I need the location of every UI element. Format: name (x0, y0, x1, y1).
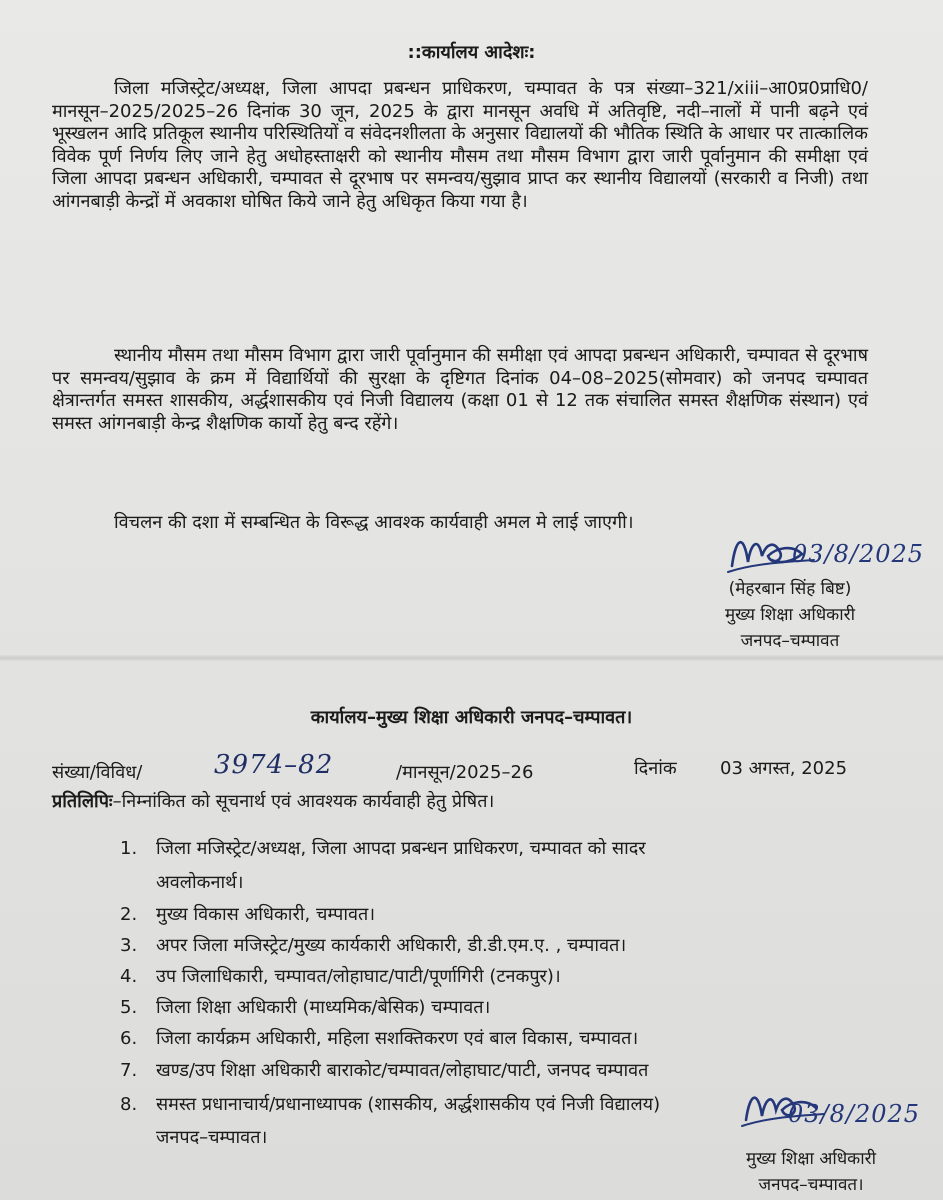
list-item: 6. जिला कार्यक्रम अधिकारी, महिला सशक्तिकरण एवं बाल विकास, चम्पावत। (120, 1028, 639, 1049)
signature-2-block (716, 1146, 906, 1198)
officer-name: (मेहरबान सिंह बिष्ट) (728, 579, 852, 599)
officer-district: जनपद–चम्पावत (740, 631, 840, 651)
copy-label: प्रतिलिपिः (52, 791, 113, 812)
reference-date-value: 03 अगस्त, 2025 (720, 758, 848, 779)
list-item: 8. समस्त प्रधानाचार्य/प्रधानाध्यापक (शासकीय, अर्द्धशासकीय एवं निजी विद्यालय) (120, 1094, 661, 1115)
officer-designation: मुख्य शिक्षा अधिकारी (746, 1149, 876, 1169)
reference-date-label: दिनांक (634, 758, 677, 779)
order-paragraph-3: विचलन की दशा में सम्बन्धित के विरूद्ध आवश्क कार्यवाही अमल मे लाई जाएगी। (114, 512, 634, 533)
order-paragraph-2: स्थानीय मौसम तथा मौसम विभाग द्वारा जारी पूर्वानुमान की समीक्षा एवं आपदा प्रबन्धन अधिकारी, चम्पावत से दूरभाष पर समन्वय/सुझाव के क्रम में विद्यार्थियों की सुरक्षा के दृष्टिगत दिनांक 04–08–2025(सोमवार) को जनपद चम्पावत क्षेत्रान्तर्गत समस्त शासकीय, अर्द्धशासकीय एवं निजी विद्यालय (कक्षा 01 से 12 तक संचालित समस्त शैक्षणिक संस्थान) एवं समस्त आंगनबाड़ी केन्द्र शैक्षणिक कार्यो हेतु बन्द रहेंगे। (52, 345, 868, 434)
handwritten-reference-number: 3974–82 (214, 750, 334, 780)
reference-line (52, 750, 872, 790)
officer-designation: मुख्य शिक्षा अधिकारी (725, 605, 855, 625)
list-item: 2. मुख्य विकास अधिकारी, चम्पावत। (120, 904, 376, 925)
signature-1-date: 03/8/2025 (792, 540, 925, 568)
order-title: ::कार्यालय आदेशः: (407, 42, 536, 63)
list-item-continuation: जनपद–चम्पावत। (156, 1127, 268, 1148)
signature-2-date: 03/8/2025 (788, 1100, 921, 1128)
reference-suffix: /मानसून/2025–26 (396, 762, 534, 783)
signature-2 (738, 1082, 942, 1142)
list-item: 5. जिला शिक्षा अधिकारी (माध्यमिक/बेसिक) चम्पावत। (120, 997, 491, 1018)
list-item: 1. जिला मजिस्ट्रेट/अध्यक्ष, जिला आपदा प्रबन्धन प्राधिकरण, चम्पावत को सादर (120, 838, 646, 859)
list-item: 4. उप जिलाधिकारी, चम्पावत/लोहाघाट/पाटी/पूर्णागिरी (टनकपुर)। (120, 966, 561, 987)
officer-district: जनपद–चम्पावत। (758, 1175, 864, 1195)
order-paragraph-1: जिला मजिस्ट्रेट/अध्यक्ष, जिला आपदा प्रबन्धन प्राधिकरण, चम्पावत के पत्र संख्या–321/xiii–आ0प्र0प्राधि0/मानसून–2025/2025–26 दिनांक 30 जून, 2025 के द्वारा मानसून अवधि में अतिवृष्टि, नदी–नालों में पानी बढ़ने एवं भूस्खलन आदि प्रतिकूल स्थानीय परिस्थितियों व संवेदनशीलता के अनुसार विद्यालयों की भौतिक स्थिति के आधार पर तात्कालिक विवेक पूर्ण निर्णय लिए जाने हेतु अधोहस्ताक्षरी को स्थानीय मौसम तथा मौसम विभाग द्वारा जारी पूर्वानुमान की समीक्षा एवं जिला आपदा प्रबन्धन अधिकारी, चम्पावत से दूरभाष पर समन्वय/सुझाव प्राप्त कर स्थानीय विद्यालयों (सरकारी व निजी) तथा आंगनबाड़ी केन्द्रों में अवकाश घोषित किये जाने हेतु अधिकृत किया गया है। (52, 78, 868, 212)
reference-prefix: संख्या/विविध/ (52, 762, 143, 783)
list-item: 3. अपर जिला मजिस्ट्रेट/मुख्य कार्यकारी अधिकारी, डी.डी.एम.ए. , चम्पावत। (120, 935, 627, 956)
copy-text: –निम्नांकित को सूचनार्थ एवं आवश्यक कार्यवाही हेतु प्रेषित। (112, 791, 495, 812)
copy-line (52, 790, 494, 814)
list-item-continuation: अवलोकनार्थ। (156, 872, 244, 893)
signature-1-block (690, 576, 890, 654)
office-heading: कार्यालय–मुख्य शिक्षा अधिकारी जनपद–चम्पावत। (310, 707, 633, 728)
list-item: 7. खण्ड/उप शिक्षा अधिकारी बाराकोट/चम्पावत/लोहाघाट/पाटी, जनपद चम्पावत (120, 1060, 649, 1081)
paper-fold (0, 655, 943, 661)
